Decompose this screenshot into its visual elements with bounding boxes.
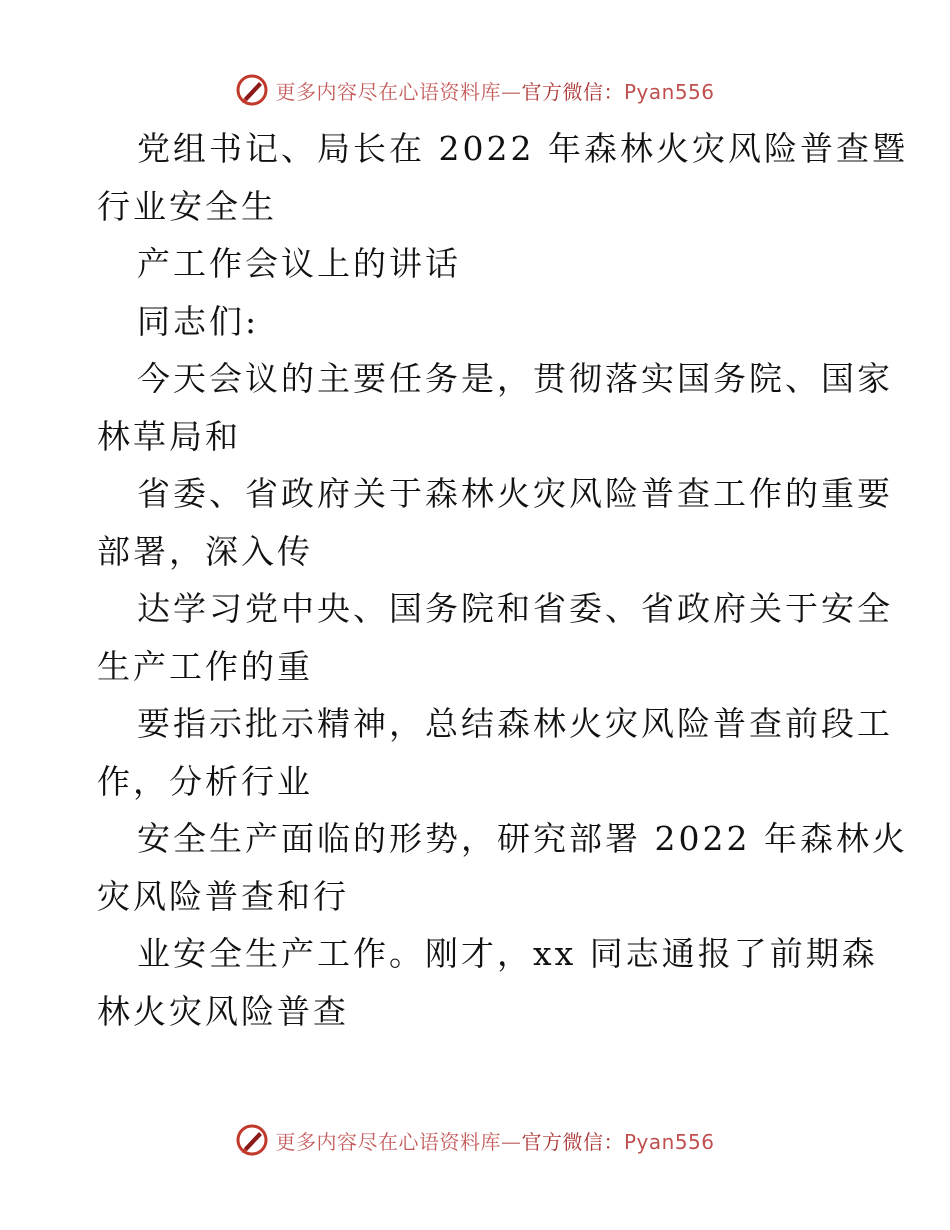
document-line: 生产工作的重 xyxy=(97,646,313,686)
document-line: 省委、省政府关于森林火灾风险普查工作的重要 xyxy=(137,474,893,513)
document-line: 达学习党中央、国务院和省委、省政府关于安全 xyxy=(137,589,893,628)
document-line: 林火灾风险普查 xyxy=(97,991,349,1031)
watermark-wechat-label: 官方微信： xyxy=(521,79,624,104)
document-line: 今天会议的主要任务是，贯彻落实国务院、国家 xyxy=(137,359,893,398)
footer-watermark xyxy=(0,1120,950,1160)
document-line: 林草局和 xyxy=(97,416,241,456)
document-line: 业安全生产工作。刚才，xx 同志通报了前期森 xyxy=(137,934,878,973)
watermark-text xyxy=(275,1126,714,1155)
document-line: 行业安全生 xyxy=(97,186,277,226)
document-line: 安全生产面临的形势，研究部署 2022 年森林火 xyxy=(137,819,908,858)
watermark-wechat-id: Pyan556 xyxy=(623,79,715,104)
header-watermark xyxy=(0,70,950,110)
watermark-site: 更多内容尽在心语资料库 xyxy=(275,1129,501,1154)
watermark-wechat-id: Pyan556 xyxy=(623,1129,715,1154)
pen-logo-icon xyxy=(235,73,269,107)
document-line: 作，分析行业 xyxy=(97,761,313,801)
watermark-text xyxy=(275,76,714,105)
watermark-dash: — xyxy=(500,79,522,104)
document-line: 灾风险普查和行 xyxy=(97,876,349,916)
document-body xyxy=(97,120,908,1040)
watermark-site: 更多内容尽在心语资料库 xyxy=(275,79,501,104)
document-line: 党组书记、局长在 2022 年森林火灾风险普查暨 xyxy=(137,129,908,168)
document-line: 要指示批示精神，总结森林火灾风险普查前段工 xyxy=(137,704,893,743)
document-line: 产工作会议上的讲话 xyxy=(137,244,461,283)
watermark-wechat-label: 官方微信： xyxy=(521,1129,624,1154)
watermark-dash: — xyxy=(500,1129,522,1154)
document-line: 部署，深入传 xyxy=(97,531,313,571)
pen-logo-icon xyxy=(235,1123,269,1157)
document-line: 同志们: xyxy=(137,301,260,341)
